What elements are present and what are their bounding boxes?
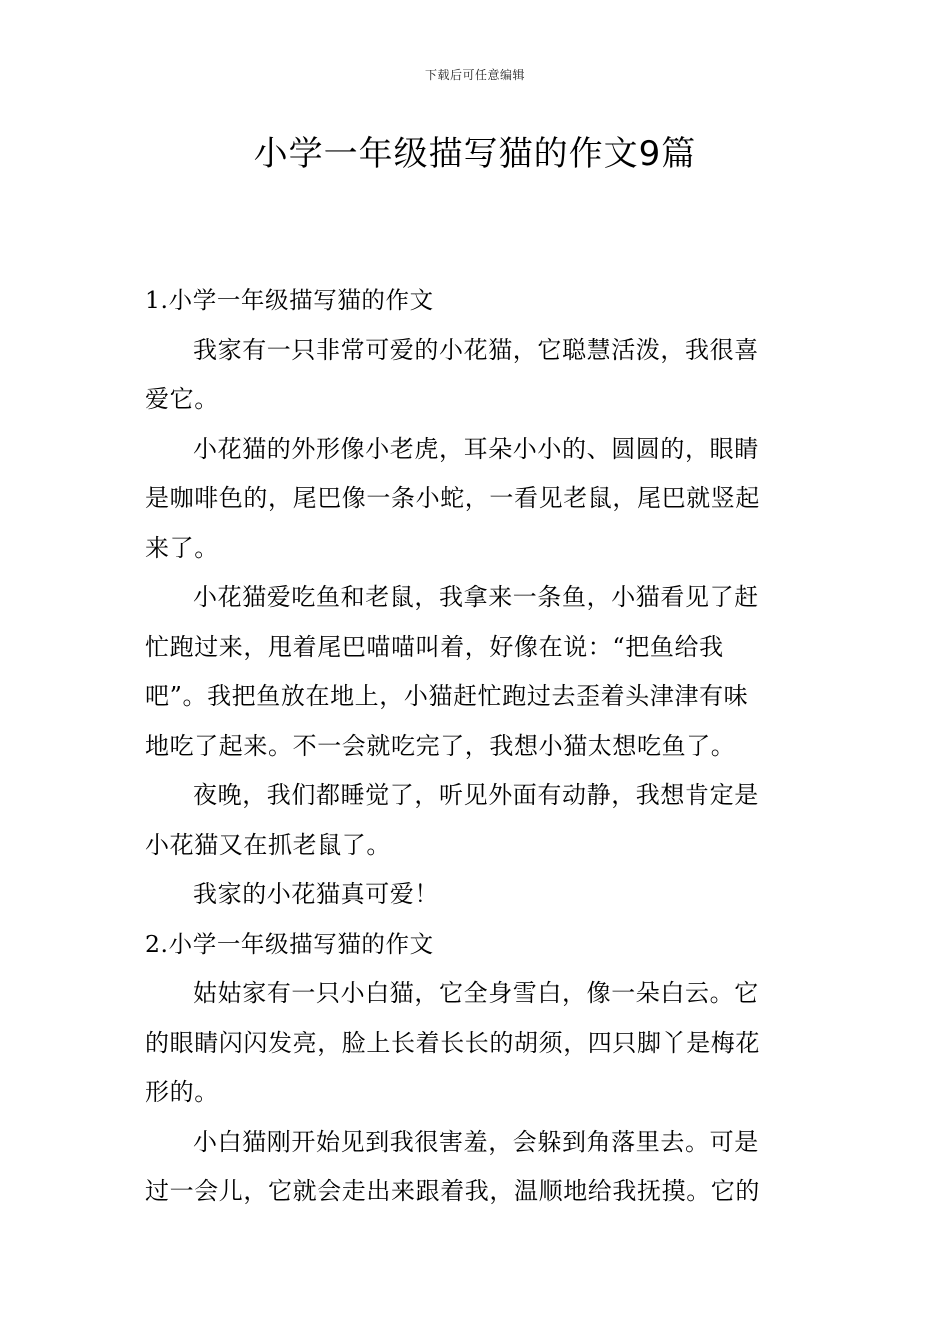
paragraph-line: 形的。	[145, 1078, 219, 1106]
paragraph-line: 来了。	[145, 533, 219, 562]
document-title: 小学一年级描写猫的作文9篇	[253, 134, 697, 174]
document-body	[145, 276, 809, 1217]
paragraph-line: 吧”。我把鱼放在地上，小猫赶忙跑过去歪着头津津有味	[145, 682, 749, 710]
paragraph-line: 夜晚，我们都睡觉了，听见外面有动静，我想肯定是	[193, 781, 759, 809]
paragraph-line: 是咖啡色的，尾巴像一条小蛇，一看见老鼠，尾巴就竖起	[145, 484, 760, 512]
paragraph-line: 忙跑过来，甩着尾巴喵喵叫着，好像在说：“把鱼给我	[145, 632, 724, 661]
paragraph-line: 姑姑家有一只小白猫，它全身雪白，像一朵白云。它	[193, 979, 759, 1007]
paragraph-line: 地吃了起来。不一会就吃完了，我想小猫太想吃鱼了。	[145, 731, 736, 760]
paragraph-line: 小花猫的外形像小老虎，耳朵小小的、圆圆的，眼睛	[193, 434, 759, 463]
paragraph-line: 小花猫爱吃鱼和老鼠，我拿来一条鱼，小猫看见了赶	[193, 583, 759, 611]
paragraph-line: 爱它。	[145, 385, 219, 413]
section-heading: 1.小学一年级描写猫的作文	[145, 286, 434, 314]
paragraph-line: 小花猫又在抓老鼠了。	[145, 830, 391, 859]
paragraph-line: 的眼睛闪闪发亮，脸上长着长长的胡须，四只脚丫是梅花	[145, 1028, 760, 1057]
paragraph-line: 小白猫刚开始见到我很害羞，会躲到角落里去。可是	[193, 1127, 759, 1156]
paragraph-line: 我家有一只非常可爱的小花猫，它聪慧活泼，我很喜	[193, 335, 759, 364]
paragraph-line: 过一会儿，它就会走出来跟着我，温顺地给我抚摸。它的	[145, 1177, 760, 1205]
section-heading: 2.小学一年级描写猫的作文	[145, 929, 434, 958]
paragraph-line: 我家的小花猫真可爱！	[193, 880, 439, 908]
header-note: 下载后可任意编辑	[424, 68, 525, 82]
